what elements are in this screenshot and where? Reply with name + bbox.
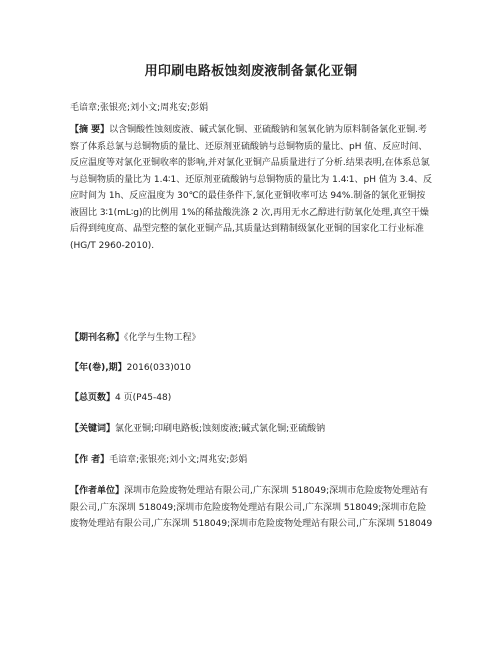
document-title: 用印刷电路板蚀刻废液制备氯化亚铜 [144, 64, 358, 79]
pages-row [70, 390, 434, 407]
pages-value: 4 页(P45-48) [115, 393, 172, 403]
year-issue-label: 【年(卷),期】 [70, 363, 127, 373]
author-row [70, 452, 434, 469]
abstract-label: 【摘 要】 [70, 125, 110, 135]
journal-row [70, 330, 434, 347]
journal-value: 《化学与生物工程》 [124, 333, 201, 343]
year-issue-value: 2016(033)010 [126, 363, 191, 373]
pages-label: 【总页数】 [70, 393, 116, 403]
authors-line: 毛谙章;张银亮;刘小文;周兆安;彭娟 [70, 103, 209, 113]
keywords-value: 氯化亚铜;印刷电路板;蚀刻废液;碱式氯化铜;亚硫酸钠 [115, 424, 326, 434]
author-value: 毛谙章;张银亮;刘小文;周兆安;彭娟 [109, 455, 248, 465]
year-issue-row [70, 360, 434, 377]
keywords-label: 【关键词】 [70, 424, 116, 434]
affiliation-label: 【作者单位】 [70, 486, 125, 496]
affiliation-value: 深圳市危险废物处理站有限公司,广东深圳 518049;深圳市危险废物处理站有限公司,广东深圳 518049;深圳市危险废物处理站有限公司,广东深圳 518049;深圳市危险废物处理站有限公司,广东深圳 518049;深圳市危险废物处理站有限公司,广东深圳 518049 [70, 486, 433, 529]
affiliation-row [70, 483, 434, 533]
author-label: 【作 者】 [70, 455, 110, 465]
abstract-section [70, 122, 434, 254]
abstract-text: 以含铜酸性蚀刻废液、碱式氯化铜、亚硫酸钠和氢氧化钠为原料制备氯化亚铜.考察了体系总氯与总铜物质的量比、还原剂亚硫酸钠与总铜物质的量比、pH 值、反应时间、反应温度等对氯化亚铜收率的影响,并对氯化亚铜产品质量进行了分析.结果表明,在体系总氯与总铜物质的量比为 1.4∶1、还原剂亚硫酸钠与总铜物质的量比为 1.4∶1、pH 值为 3.4、反应时间为 1h、反应温度为 30℃的最佳条件下,氯化亚铜收率可达 94%.制备的氯化亚铜按液固比 3∶1(mL∶g)的比例用 1%的稀盐酸洗涤 2 次,再用无水乙醇进行防氧化处理,真空干燥后得到纯度高、晶型完整的氯化亚铜产品,其质量达到精制级氯化亚铜的国家化工行业标准(HG/T 2960-2010). [70, 125, 433, 251]
keywords-row [70, 421, 434, 438]
journal-label: 【期刊名称】 [70, 333, 125, 343]
